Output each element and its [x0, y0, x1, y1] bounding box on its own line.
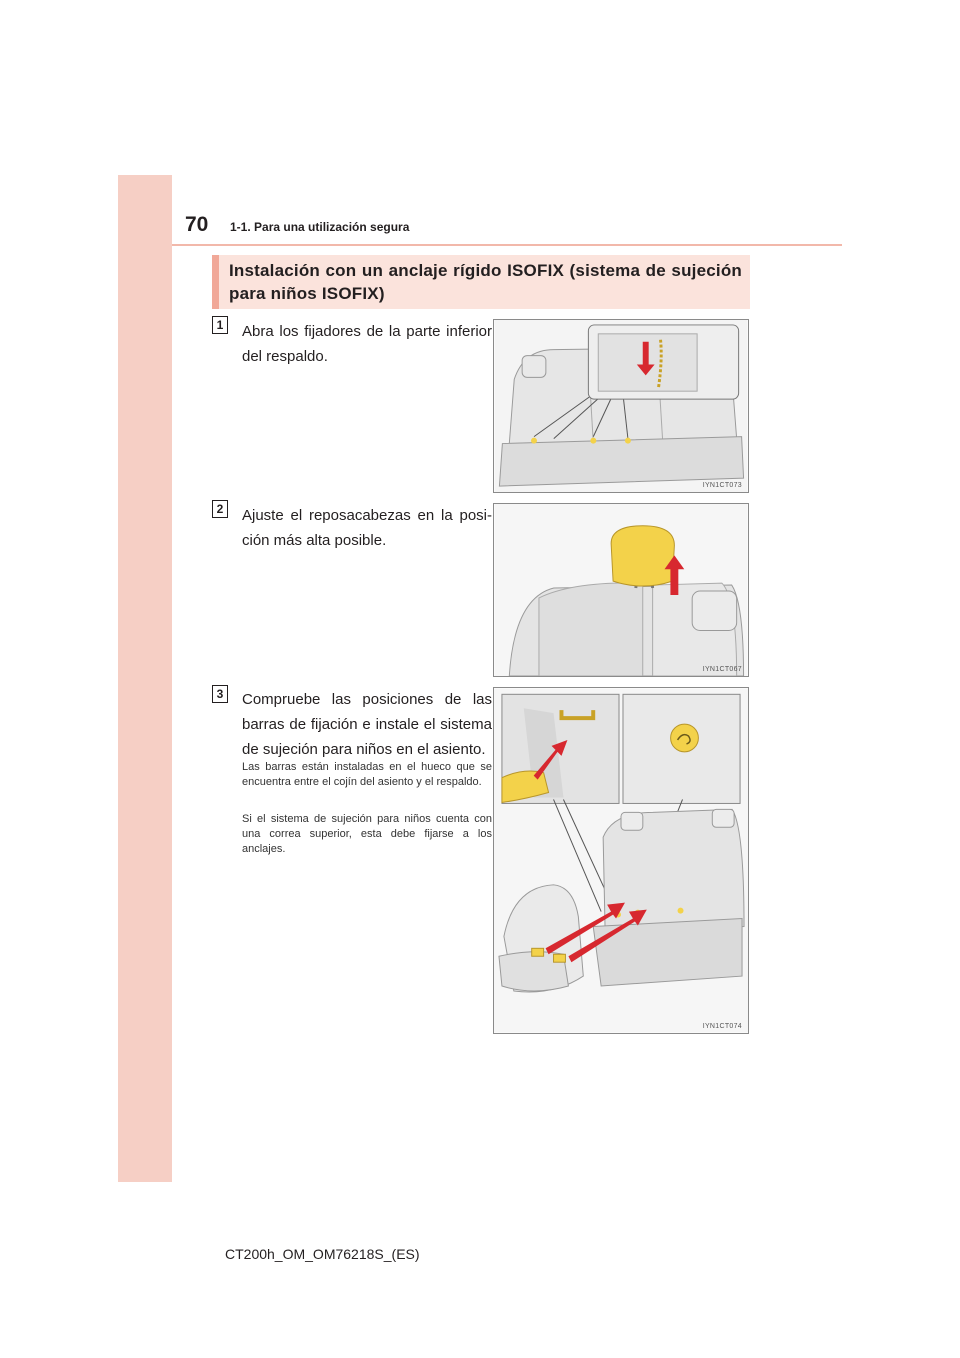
step-text-3: Compruebe las posiciones de las barras de fijación e instale el sistema de sujeción para niños en el asiento.: [242, 691, 492, 758]
figure-3-code: IYN1CT074: [702, 1023, 742, 1030]
heading-box: [212, 255, 750, 309]
step-number-3: 3: [212, 685, 228, 703]
figure-3: [493, 687, 749, 1034]
footer-code: CT200h_OM_OM76218S_(ES): [225, 1246, 420, 1262]
step-number-1: 1: [212, 316, 228, 334]
header-rule: [172, 244, 842, 246]
step-text-2: Ajuste el reposacabezas en la posi-ción más alta posible.: [242, 507, 492, 549]
figure-1: [493, 319, 749, 493]
page-number: 70: [185, 213, 209, 236]
figure-3-illustration: [494, 688, 748, 1033]
figure-1-code: IYN1CT073: [702, 482, 742, 489]
figure-2: [493, 503, 749, 677]
step-3-note-1: Las barras están instaladas en el hueco que se encuentra entre el cojín del asiento y el respaldo.: [242, 761, 492, 788]
step-text-1: Abra los fijadores de la parte inferior del respaldo.: [242, 323, 492, 365]
section-title: 1-1. Para una utilización segura: [230, 220, 410, 234]
side-strip: [118, 175, 172, 1182]
figure-2-illustration: [494, 504, 748, 676]
figure-2-code: IYN1CT067: [702, 666, 742, 673]
step-number-2: 2: [212, 500, 228, 518]
heading-text: Instalación con un anclaje rígido ISOFIX (sistema de sujeción para niños ISOFIX): [229, 261, 742, 303]
step-3-note-2: Si el sistema de sujeción para niños cuenta con una correa superior, esta debe fijarse a los anclajes.: [242, 813, 492, 855]
figure-1-illustration: [494, 320, 748, 492]
